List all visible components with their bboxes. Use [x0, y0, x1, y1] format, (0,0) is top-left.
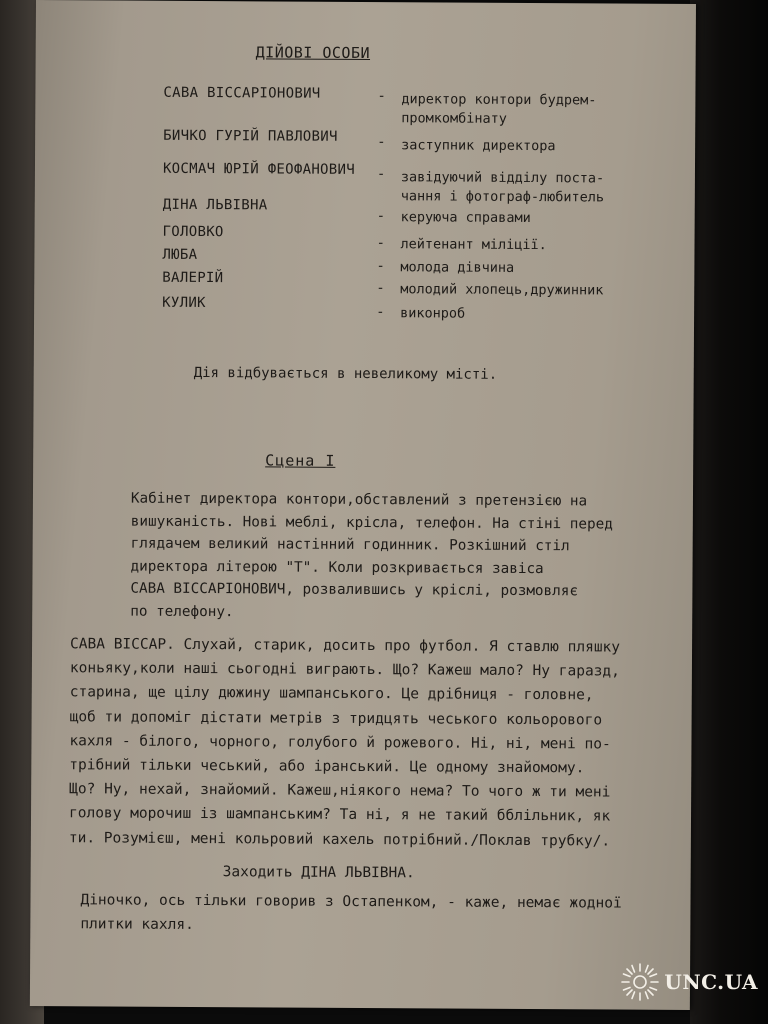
cast-dash: - — [376, 235, 386, 252]
document-page — [30, 0, 696, 1010]
cast-role: виконроб — [400, 305, 466, 322]
sunburst-logo-icon — [620, 962, 660, 1002]
desk-surface-right — [690, 0, 768, 1024]
cast-name: ЛЮБА — [162, 246, 198, 263]
cast-dash: - — [376, 166, 386, 183]
cast-role: директор контори будрем- промкомбінату — [401, 91, 597, 127]
cast-dash: - — [376, 258, 385, 275]
cast-role: керуюча справами — [400, 209, 531, 227]
scene-heading: Сцена І — [265, 451, 336, 470]
cast-role: лейтенант міліції. — [400, 236, 547, 254]
dialogue-continuation: Діночко, ось тільки говорив з Остапенком, - каже, немає жодної плитки кахля. — [80, 892, 622, 933]
cast-dash: - — [376, 280, 385, 297]
cast-dash: - — [377, 88, 386, 105]
cast-name: КОСМАЧ ЮРІЙ ФЕОФАНОВИЧ — [162, 160, 356, 178]
cast-name: КУЛИК — [162, 294, 206, 312]
page-title: ДІЙОВІ ОСОБИ — [255, 43, 371, 63]
dialogue-paragraph: САВА ВІССАР. Слухай, старик, досить про футбол. Я ставлю пляшку коньяку,коли наші сьогодні виграють. Що? Кажеш мало? Ну гаразд, старина, ще цілу дюжину шампанського. Це дрібниця - головне, щоб ти допоміг дістати метрів з тридцять чеського кольорового кахля - білого, чорного, голубого й рожевого. Ні, ні, мені по- трібний тільки чеський, або іранський. Це одному знайомому. Що? Ну, нехай, знайомий. Кажеш,ніякого нема? То чого ж ти мені голову морочиш із шампанським? Та ні, я не такий бблільник, як ти. Розумієш, мені кольровий кахель потрібний./Поклав трубку/. — [68, 636, 621, 850]
cast-name: ГОЛОВКО — [162, 223, 224, 241]
cast-role: заступник директора — [401, 137, 556, 155]
cast-dash: - — [376, 304, 385, 321]
watermark-text: UNC.UA — [664, 970, 758, 994]
setting-line: Дія відбувається в невеликому місті. — [193, 364, 498, 383]
cast-name: ВАЛЕРІЙ — [162, 269, 224, 287]
cast-name: САВА ВІССАРІОНОВИЧ — [163, 84, 321, 102]
cast-name: БИЧКО ГУРІЙ ПАВЛОВИЧ — [163, 127, 338, 145]
watermark — [620, 962, 758, 1002]
cast-dash: - — [377, 134, 386, 151]
cast-role: молодий хлопець,дружинник — [400, 281, 604, 299]
cast-role: завідуючий відділу поста- чання і фотограф-любитель — [400, 169, 605, 206]
cast-name: ДІНА ЛЬВІВНА — [162, 196, 268, 214]
cast-dash: - — [376, 208, 386, 225]
cast-role: молода дівчина — [400, 259, 515, 276]
stage-entrance: Заходить ДІНА ЛЬВІВНА. — [222, 864, 415, 882]
stage-direction: Кабінет директора контори,обставлений з претензією на вишуканість. Нові меблі, крісла, телефон. На стіні перед глядачем великий настінний годинник. Розкішний стіл директора літерою "Т". Коли розкривається завіса САВА ВІССАРІОНОВИЧ, розвалившись у кріслі, розмовляє по телефону. — [130, 490, 613, 621]
